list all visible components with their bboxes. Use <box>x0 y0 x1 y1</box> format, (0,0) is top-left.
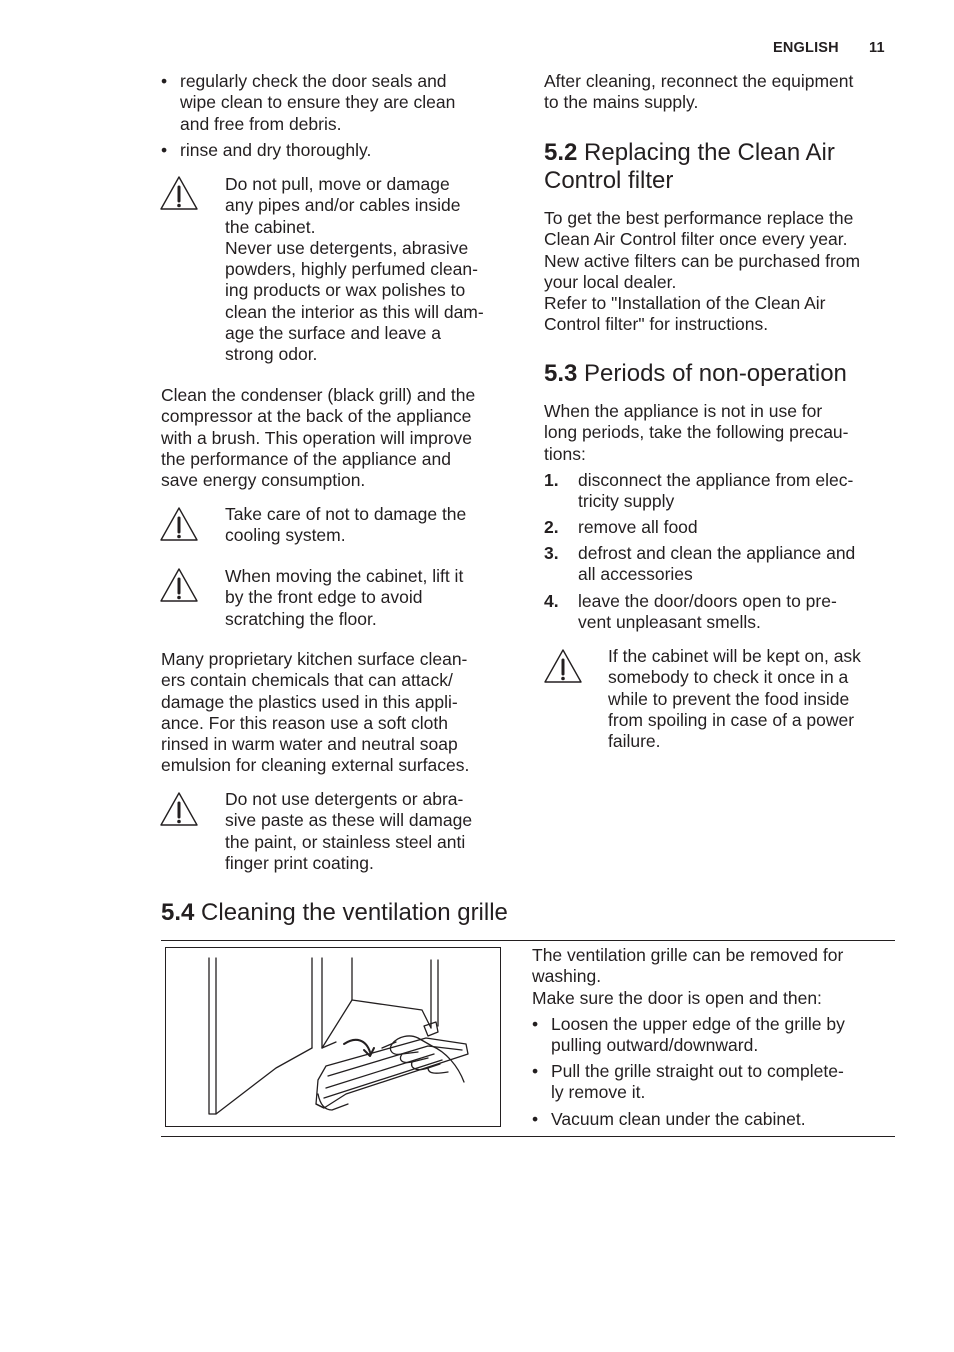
text-line: Vacuum clean under the cabinet. <box>551 1109 806 1129</box>
text-line: pulling outward/downward. <box>551 1035 759 1056</box>
text-line: vent unpleasant smells. <box>578 612 761 633</box>
section-number: 5.4 <box>161 899 195 926</box>
warning-icon <box>159 567 199 603</box>
text-line: all accessories <box>578 564 693 585</box>
section-title <box>544 139 835 194</box>
text-line: Take care of not to damage the <box>225 504 467 524</box>
warning-icon <box>159 506 199 542</box>
text-line: clean the interior as this will dam- <box>225 301 484 322</box>
text-line: regularly check the door seals and <box>180 71 447 91</box>
warning-text <box>225 566 463 630</box>
section-heading-5-3 <box>544 360 847 388</box>
paragraph <box>544 401 849 465</box>
ventilation-grille-drawing <box>166 948 500 1126</box>
text-line: To get the best performance replace the <box>544 208 854 228</box>
step-number: 1. <box>544 470 559 490</box>
paragraph <box>544 71 853 114</box>
paragraph <box>544 208 860 336</box>
ventilation-grille-illustration <box>165 947 501 1127</box>
text-line: When the appliance is not in use for <box>544 401 823 421</box>
text-line: the paint, or stainless steel anti <box>225 831 466 852</box>
warning-text <box>225 504 466 547</box>
text-line: any pipes and/or cables inside <box>225 195 461 216</box>
text-line: sive paste as these will damage <box>225 810 473 831</box>
warning-icon <box>543 648 583 684</box>
text-line: while to prevent the food inside <box>608 688 850 709</box>
text-line: rinse and dry thoroughly. <box>180 140 372 160</box>
text-line: failure. <box>608 731 661 752</box>
text-line: ers contain chemicals that can attack/ <box>161 670 453 691</box>
text-line: the performance of the appliance and <box>161 448 451 469</box>
text-line: When moving the cabinet, lift it <box>225 566 464 586</box>
text-line: Clean Air Control filter once every year. <box>544 229 848 250</box>
text-line: rinsed in warm water and neutral soap <box>161 734 458 755</box>
text-line: leave the door/doors open to pre- <box>578 591 837 611</box>
paragraph <box>161 385 475 491</box>
text-line: Pull the grille straight out to complete- <box>551 1061 844 1081</box>
warning-text <box>225 789 472 874</box>
warning-icon <box>159 175 199 211</box>
text-line: save energy consumption. <box>161 470 366 491</box>
text-line: Never use detergents, abrasive <box>225 237 469 258</box>
text-line: powders, highly perfumed clean- <box>225 259 478 280</box>
text-line: Do not pull, move or damage <box>225 174 450 194</box>
text-line: damage the plastics used in this appli- <box>161 691 458 712</box>
warning-text <box>225 174 484 366</box>
text-line: disconnect the appliance from elec- <box>578 470 854 490</box>
page-number: 11 <box>869 40 885 56</box>
section-heading-5-4 <box>161 899 508 927</box>
warning-icon <box>159 791 199 827</box>
title-line: Control filter <box>544 167 674 194</box>
section-number: 5.3 <box>544 360 578 387</box>
text-line: remove all food <box>578 517 698 537</box>
step-number: 4. <box>544 591 559 611</box>
text-line: After cleaning, reconnect the equipment <box>544 71 854 91</box>
text-line: by the front edge to avoid <box>225 587 423 608</box>
text-line: If the cabinet will be kept on, ask <box>608 646 861 666</box>
step-number: 3. <box>544 543 559 563</box>
text-line: somebody to check it once in a <box>608 667 849 688</box>
step-number: 2. <box>544 517 559 537</box>
text-line: ly remove it. <box>551 1082 646 1103</box>
paragraph <box>161 649 469 777</box>
text-line: Make sure the door is open and then: <box>532 987 822 1008</box>
divider <box>161 940 895 941</box>
text-line: age the surface and leave a <box>225 323 441 344</box>
text-line: Many proprietary kitchen surface clean- <box>161 649 468 669</box>
text-line: with a brush. This operation will improve <box>161 427 472 448</box>
divider <box>161 1136 895 1137</box>
section-number: 5.2 <box>544 139 578 166</box>
text-line: from spoiling in case of a power <box>608 709 855 730</box>
text-line: Do not use detergents or abra- <box>225 789 464 809</box>
text-line: wipe clean to ensure they are clean <box>180 92 456 113</box>
text-line: The ventilation grille can be removed for <box>532 945 844 965</box>
text-line: scratching the floor. <box>225 608 377 629</box>
text-line: New active filters can be purchased from <box>544 250 861 271</box>
text-line: Control filter" for instructions. <box>544 314 769 335</box>
text-line: ance. For this reason use a soft cloth <box>161 712 448 733</box>
text-line: compressor at the back of the appliance <box>161 406 472 427</box>
text-line: cooling system. <box>225 525 346 546</box>
section-heading-5-2 <box>544 139 835 195</box>
text-line: the cabinet. <box>225 216 316 237</box>
text-line: Clean the condenser (black grill) and the <box>161 385 476 405</box>
text-line: and free from debris. <box>180 113 342 134</box>
text-line: emulsion for cleaning external surfaces. <box>161 755 470 776</box>
title-line: Replacing the Clean Air <box>584 139 835 166</box>
text-line: washing. <box>532 966 602 987</box>
text-line: Refer to "Installation of the Clean Air <box>544 293 826 314</box>
text-line: long periods, take the following precau- <box>544 422 849 443</box>
text-line: Loosen the upper edge of the grille by <box>551 1014 845 1034</box>
header-language: ENGLISH <box>773 40 839 56</box>
warning-text <box>608 646 861 752</box>
text-line: tions: <box>544 443 586 464</box>
section-title: Cleaning the ventilation grille <box>201 899 508 926</box>
text-line: tricity supply <box>578 491 675 512</box>
section-title: Periods of non-operation <box>584 360 847 387</box>
text-line: ing products or wax polishes to <box>225 280 466 301</box>
paragraph <box>532 945 843 1009</box>
text-line: defrost and clean the appliance and <box>578 543 856 563</box>
text-line: strong odor. <box>225 344 318 365</box>
text-line: to the mains supply. <box>544 92 699 113</box>
text-line: your local dealer. <box>544 271 677 292</box>
text-line: finger print coating. <box>225 852 374 873</box>
